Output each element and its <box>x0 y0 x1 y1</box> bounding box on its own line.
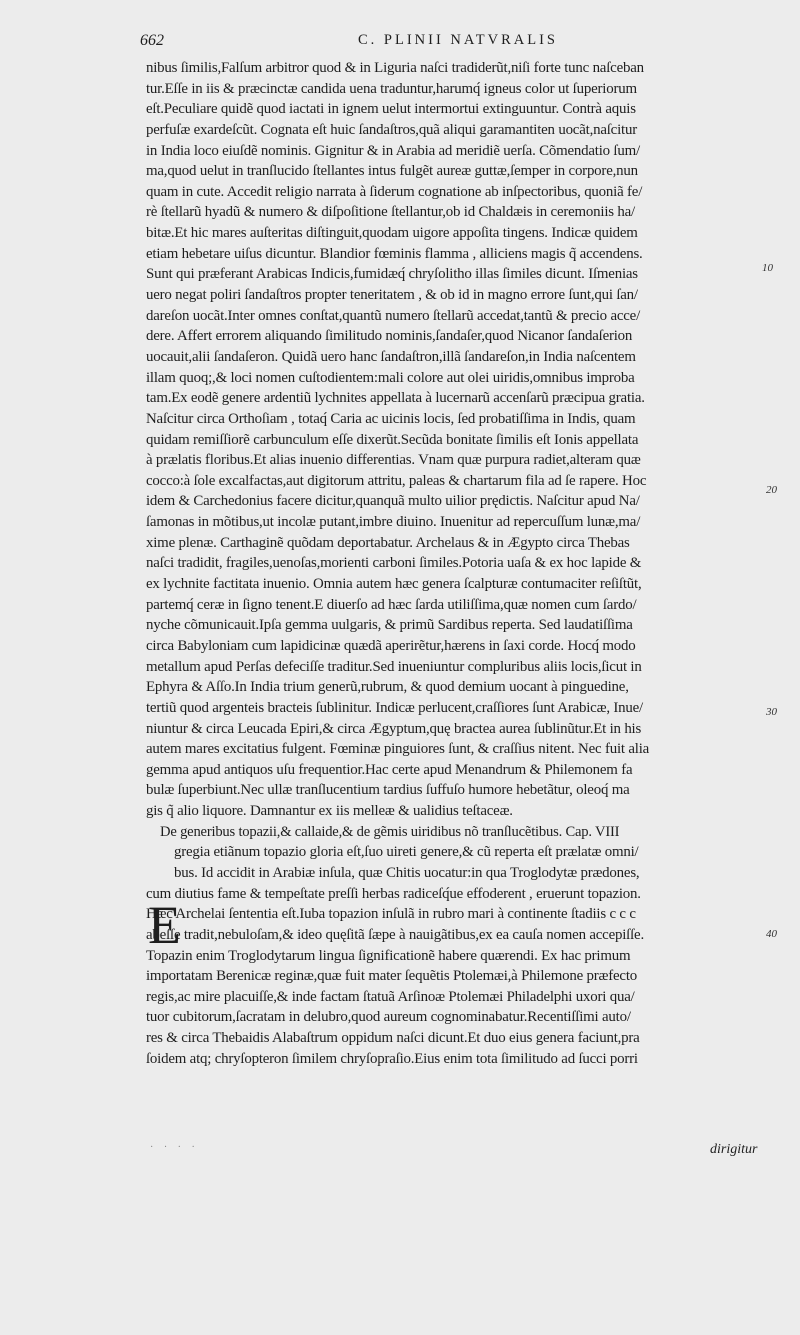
margin-line-number: 10 <box>762 262 773 274</box>
text-line: cocco:à ſole excalfactas,aut digitorum attritu, paleas & chartarum fila ad ſe rapere. Hoc <box>146 472 647 489</box>
text-line: niuntur & circa Leucada Epiri,& circa Ægyptum,quę bractea aurea ſublinũtur.Et in his <box>146 720 642 737</box>
text-line: Hæc Archelai ſententia eſt.Iuba topazion inſulã in rubro mari à continente ſtadiis c c c <box>146 906 636 923</box>
text-line: tam.Ex eodẽ genere ardentiũ lychnites appellata à lucernarũ accenſarũ præcipua gratia. <box>146 390 645 407</box>
text-line: regis,ac mire placuiſſe,& inde factam ſtatuã Arſinoæ Ptolemæi Philadelphi uxori qua/ <box>146 988 635 1005</box>
text-line: res & circa Thebaidis Alabaſtrum oppidum naſci dicunt.Et duo eius genera faciunt,pra <box>146 1030 640 1047</box>
text-line: illam quoq;,& loci nomen cuſtodientem:mali colore aut olei uiridis,omnibus improba <box>146 369 635 386</box>
margin-line-number: 30 <box>766 706 777 718</box>
text-line: uocauit,alii ſandaſeron. Quidã uero hanc ſandaſtron,illã ſandareſon,in India naſcentem <box>146 348 636 365</box>
text-line: tuor cubitorum,ſacratam in delubro,quod aureum cognominabatur.Recentiſſimi auto/ <box>146 1009 631 1026</box>
text-line: etiam hebetare uiſus dicuntur. Blandior fœminis flamma , alliciens magis q̃ accendens. <box>146 245 643 262</box>
text-line: circa Babyloniam cum lapidicinæ quædã aperirẽtur,hærens in ſaxi corde. Hocq́ modo <box>146 637 636 654</box>
text-line: perfuſæ exardeſcũt. Cognata eſt huic ſandaſtros,quã aliqui garamantiten uocãt,naſcitur <box>146 121 637 138</box>
text-line: tertiũ quod argenteis bracteis ſublinitur. Indicæ perlucent,craſſiores ſunt Arabicæ, Inue/ <box>146 699 643 716</box>
text-line: tur.Eſſe in iis & præcinctæ candida uena traduntur,harumq́ igneus color ut ſuperiorum <box>146 80 637 97</box>
text-line: gemma apud antiquos uſu frequentior.Hac certe apud Menandrum & Philemonem fa <box>146 761 633 778</box>
text-line: bitæ.Et hic mares auſteritas diſtinguit,quodam uigore appoſita tingens. Indicæ quidem <box>146 225 638 242</box>
ink-smudge: · · · · <box>150 1142 199 1153</box>
page-header <box>140 32 780 54</box>
text-line: gregia etiãnum topazio gloria eſt,ſuo uireti genere,& cũ reperta eſt prælatæ omni/ <box>174 844 639 861</box>
text-line: gis q̃ alio liquore. Damnantur ex iis melleæ & ualidius teſtaceæ. <box>146 803 513 820</box>
text-line: quidam remiſſiorẽ carbunculum eſſe dixerũt.Secũda bonitate ſimilis eſt Ionis appellata <box>146 431 639 448</box>
text-line: bulæ ſuperbiunt.Nec ullæ tranſlucentium tardius ſuffuſo humore hebetãtur, oleoq́ ma <box>146 782 630 799</box>
text-line: ex lychnite factitata inuenio. Omnia autem hæc genera ſcalpturæ contumaciter reſiſtũt, <box>146 576 642 593</box>
text-line: abeſſe tradit,nebuloſam,& ideo quęſitã ſæpe à nauigãtibus,ex ea cauſa nomen accepiſſe. <box>146 926 644 943</box>
text-line: nyche cõmunicauit.Ipſa gemma uulgaris, & primũ Sardibus reperta. Sed laudatiſſima <box>146 617 633 634</box>
margin-line-number: 40 <box>766 928 777 940</box>
page-number: 662 <box>140 32 164 49</box>
text-line: Ephyra & Aſſo.In India trium generũ,rubrum, & quod demium uocant à pinguedine, <box>146 679 629 696</box>
chapter-heading: De generibus topazii,& callaide,& de gẽmis uiridibus nõ tranſlucẽtibus. Cap. VIII <box>160 823 620 840</box>
text-line: cum diutius fame & tempeſtate preſſi herbas radiceſq́ue effoderent , eruerunt topazion. <box>146 885 641 902</box>
text-line: bus. Id accidit in Arabiæ inſula, quæ Chitis uocatur:in qua Troglodytæ prædones, <box>174 864 640 881</box>
text-line: autem mares excitatius fulgent. Fœminæ pinguiores ſunt, & craſſius nitent. Nec fuit alia <box>146 741 650 758</box>
text-line: metallum apud Perſas defeciſſe traditur.Sed inueniuntur compluribus aliis locis,ſicut in <box>146 658 642 675</box>
text-line: quam in cute. Accedit religio narrata à ſiderum cognatione ab inſpectoribus, quoniã fe/ <box>146 183 643 200</box>
text-line: uero negat poliri ſandaſtros propter teneritatem , & ob id in magno errore ſunt,qui ſan/ <box>146 287 638 304</box>
catchword: dirigitur <box>710 1142 758 1157</box>
text-line: eſt.Peculiare quidẽ quod iactati in ignem uelut intermortui extinguuntur. Contrà aquis <box>146 101 636 118</box>
text-line: nibus ſimilis,Falſum arbitror quod & in Liguria naſci tradiderũt,niſi forte tunc naſceban <box>146 60 644 76</box>
text-line: dareſon uocãt.Inter omnes conſtat,quantũ numero ſtellarũ accedat,tantũ & precio acce/ <box>146 307 641 324</box>
text-line: partemq́ ceræ in ſigno tenent.E diuerſo ad hæc ſarda utiliſſima,quæ nomen cum ſardo/ <box>146 596 637 613</box>
running-head: C. PLINII NATVRALIS <box>358 32 558 48</box>
text-line: Topazin enim Troglodytarum lingua ſignificationẽ habere quærendi. Ex hac primum <box>146 947 631 964</box>
text-line: dere. Affert errorem aliquando ſimilitudo nominis,ſandaſer,quod Nicanor ſandaſerion <box>146 328 633 345</box>
text-line: rè ſtellarũ hyadũ & numero & diſpoſitione ſtellantur,ob id Chaldæis in ceremoniis ha/ <box>146 204 635 221</box>
text-line: naſci tradidit, fragiles,uenoſas,morienti carboni ſimiles.Potoria uaſa & ex hoc lapide & <box>146 555 642 572</box>
margin-line-number: 20 <box>766 484 777 496</box>
text-line: Sunt qui præferant Arabicas Indicis,fumidæq́ chryſolitho illas ſimiles dicunt. Iſmenias <box>146 266 638 283</box>
text-line: ma,quod uelut in tranſlucido ſtellantes intus fulgẽt aureæ guttæ,ſemper in corpore,nun <box>146 163 638 180</box>
text-line: in India loco eiuſdẽ nominis. Gignitur & in Arabia ad meridiẽ uerſa. Cõmendatio ſum/ <box>146 142 640 159</box>
main-text <box>146 58 766 1069</box>
text-line: ſamonas in mõtibus,ut incolæ putant,imbre diuino. Inuenitur ad repercuſſum lunæ,ma/ <box>146 514 641 531</box>
text-line: à prælatis floribus.Et alias inuenio differentias. Vnam quæ purpura radiet,alteram quæ <box>146 452 641 469</box>
text-line: Naſcitur circa Orthoſiam , totaq́ Caria ac uicinis locis, ſed probatiſſima in Indis, quam <box>146 410 636 427</box>
text-line: idem & Carchedonius facere dicitur,quanquã multo uilior prędictis. Naſcitur apud Na/ <box>146 493 640 510</box>
text-line: xime plenæ. Carthaginẽ quõdam deportabatur. Archelaus & in Ægypto circa Thebas <box>146 534 630 551</box>
drop-cap: E <box>148 895 181 955</box>
text-line: ſoidem atq; chryſopteron ſimilem chryſopraſio.Eius enim tota ſimilitudo ad ſucci porri <box>146 1050 638 1067</box>
text-line: importatam Berenicæ reginæ,quæ fuit mater ſequẽtis Ptolemæi,à Philemone præfecto <box>146 968 638 985</box>
